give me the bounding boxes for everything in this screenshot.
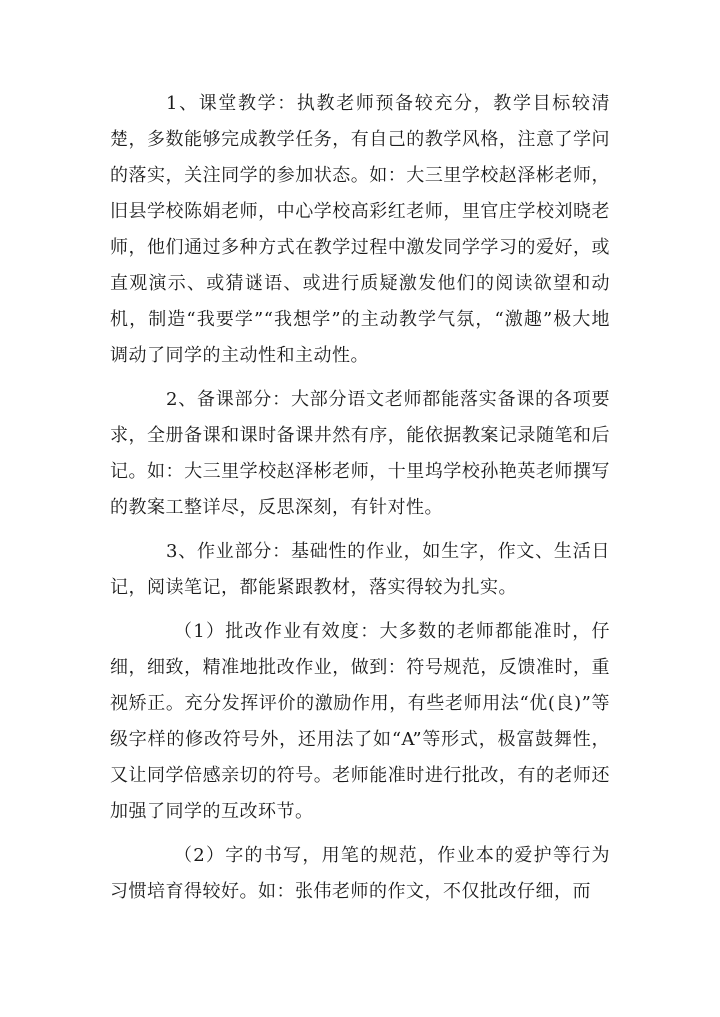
paragraph-writing-habits: （2）字的书写，用笔的规范，作业本的爱护等行为习惯培育得较好。如：张伟老师的作文，不仅批改仔细，而 [110, 845, 610, 902]
paragraph-classroom-teaching: 1、课堂教学：执教老师预备较充分，教学目标较清楚，多数能够完成教学任务，有自己的教学风格，注意了学问的落实，关注同学的参加状态。如：大三里学校赵泽彬老师，旧县学校陈娟老师，中心学校高彩红老师，里官庄学校刘晓老师，他们通过多种方式在教学过程中激发同学学习的爱好，或直观演示、或猜谜语、或进行质疑激发他们的阅读欲望和动机，制造“我要学”“我想学”的主动教学气氛，“激趣”极大地调动了同学的主动性和主动性。 [110, 93, 610, 366]
paragraph-homework: 3、作业部分：基础性的作业，如生字，作文、生活日记，阅读笔记，都能紧跟教材，落实得较为扎实。 [110, 541, 610, 598]
paragraph-homework-correction: （1）批改作业有效度：大多数的老师都能准时，仔细，细致，精准地批改作业，做到：符号规范，反馈准时，重视矫正。充分发挥评价的激励作用，有些老师用法“优(良)”等级字样的修改符号外，还用法了如“A”等形式，极富鼓舞性，又让同学倍感亲切的符号。老师能准时进行批改，有的老师还加强了同学的互改环节。 [110, 621, 610, 822]
document-body [110, 86, 610, 910]
paragraph-lesson-preparation: 2、备课部分：大部分语文老师都能落实备课的各项要求，全册备课和课时备课井然有序，能依据教案记录随笔和后记。如：大三里学校赵泽彬老师，十里坞学校孙艳英老师撰写的教案工整详尽，反思深刻，有针对性。 [110, 389, 610, 518]
